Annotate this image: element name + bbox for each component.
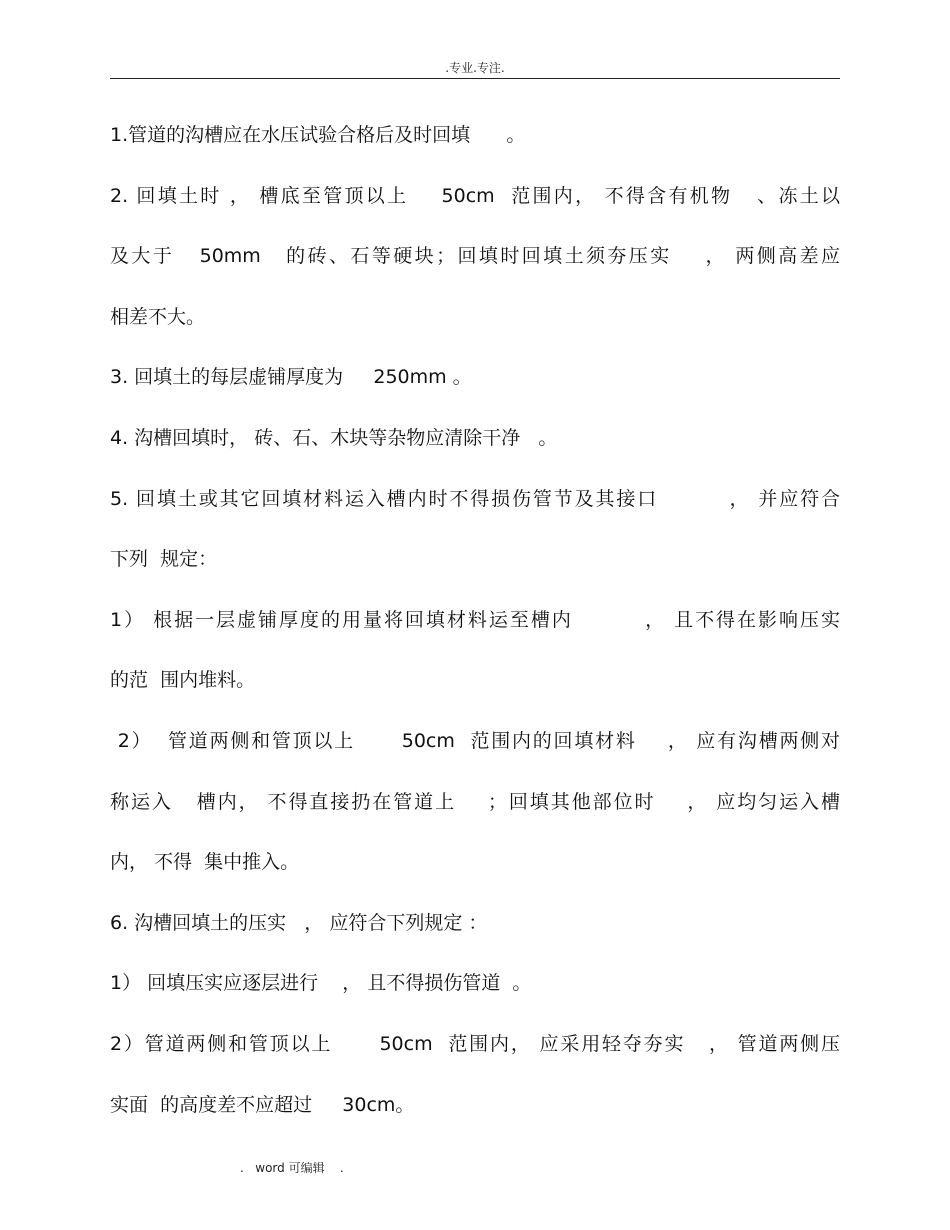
text-line: 相差不大。 xyxy=(110,305,206,328)
text-line: 及大于 50mm 的砖、石等硬块；回填时回填土须夯压实 ， 两侧高差应 xyxy=(110,245,840,268)
text-line: 2. 回填土时 ， 槽底至管顶以上 50cm 范围内， 不得含有机物 、冻土以 xyxy=(110,184,840,207)
text-line: 内， 不得 集中推入。 xyxy=(110,851,300,874)
document-body xyxy=(110,105,840,1135)
text-line: 2） 管道两侧和管顶以上 50cm 范围内的回填材料 ， 应有沟槽两侧对 xyxy=(110,729,840,752)
page-header: .专业.专注. xyxy=(445,61,505,75)
text-line: 的范 围内堆料。 xyxy=(110,669,256,692)
text-line: 称运入 槽内， 不得直接扔在管道上 ；回填其他部位时 ， 应均匀运入槽 xyxy=(110,790,840,813)
text-line: 4. 沟槽回填时， 砖、石、木块等杂物应清除干净 。 xyxy=(110,426,558,449)
text-line: 5. 回填土或其它回填材料运入槽内时不得损伤管节及其接口 ， 并应符合 xyxy=(110,487,840,510)
text-line: 2）管道两侧和管顶以上 50cm 范围内， 应采用轻夺夯实 ， 管道两侧压 xyxy=(110,1032,840,1055)
text-line: 1） 回填压实应逐层进行 ， 且不得损伤管道 。 xyxy=(110,972,532,995)
text-line: 1） 根据一层虚铺厚度的用量将回填材料运至槽内 ， 且不得在影响压实 xyxy=(110,608,840,631)
text-line: 3. 回填土的每层虚铺厚度为 250mm 。 xyxy=(110,366,472,389)
text-line: 实面 的高度差不应超过 30cm。 xyxy=(110,1093,415,1116)
text-line: 下列 规定： xyxy=(110,548,218,571)
header-divider xyxy=(110,78,840,79)
text-line: 1.管道的沟槽应在水压试验合格后及时回填 。 xyxy=(110,124,526,146)
text-line: 6. 沟槽回填土的压实 ， 应符合下列规定 ： xyxy=(110,911,488,934)
page-footer: . word 可编辑 . xyxy=(240,1161,344,1175)
